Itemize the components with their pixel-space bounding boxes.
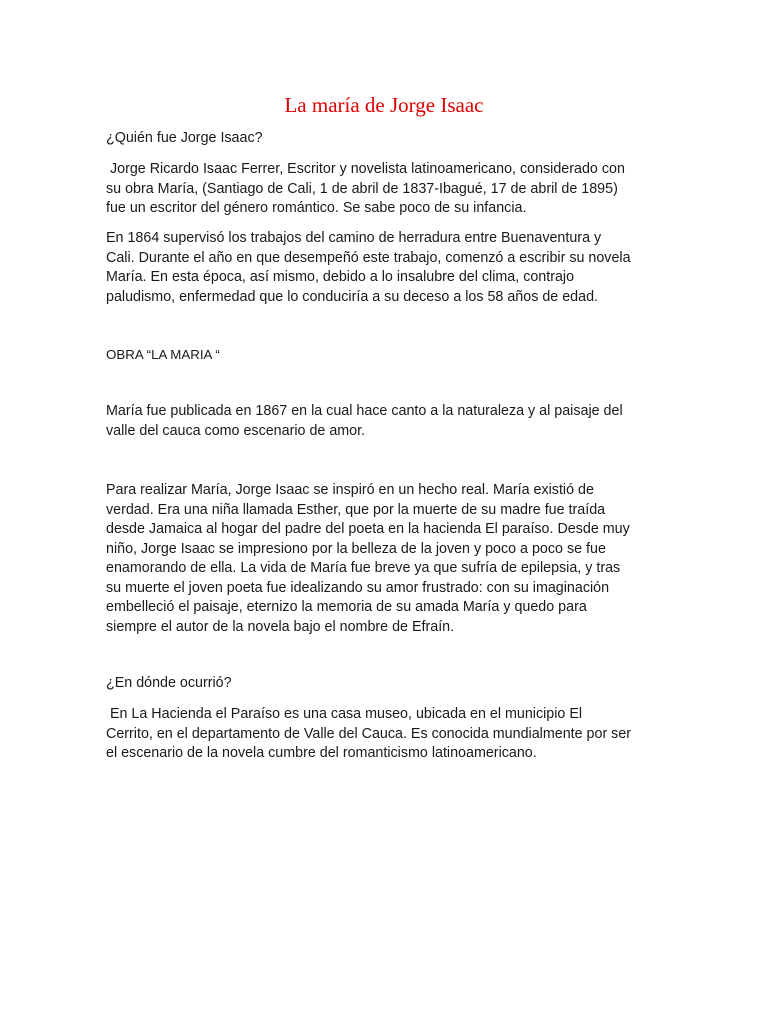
text-line: verdad. Era una niña llamada Esther, que por la muerte de su madre fue traída (106, 501, 606, 518)
paragraph-hacienda (106, 705, 666, 764)
text-line: Cali. Durante el año en que desempeñó este trabajo, comenzó a escribir su novela (106, 249, 631, 266)
text-line: enamorando de ella. La vida de María fue breve ya que sufría de epilepsia, y tras (106, 560, 621, 576)
text-line: ¿En dónde ocurrió? (106, 675, 232, 691)
text-line: desde Jamaica al hogar del padre del poeta en la hacienda El paraíso. Desde muy (106, 521, 630, 537)
question-who (106, 129, 666, 149)
text-line: embelleció el paisaje, eternizo la memoria de su amada María y quedo para (106, 599, 587, 615)
text-line: su obra María, (Santiago de Cali, 1 de abril de 1837-Ibagué, 17 de abril de 1895) (106, 180, 618, 197)
text-line: el escenario de la novela cumbre del romanticismo latinoamericano. (106, 745, 537, 761)
paragraph-obra-publicada (106, 402, 666, 441)
text-line: María. En esta época, así mismo, debido a lo insalubre del clima, contrajo (106, 269, 575, 285)
text-line: Cerrito, en el departamento de Valle del Cauca. Es conocida mundialmente por ser (106, 725, 632, 742)
text-line: María fue publicada en 1867 en la cual hace canto a la naturaleza y al paisaje del (106, 403, 623, 419)
text-line: OBRA “LA MARIA “ (106, 347, 220, 362)
question-where (106, 674, 666, 694)
text-line: En La Hacienda el Paraíso es una casa museo, ubicada en el municipio El (106, 706, 583, 722)
text-line: siempre el autor de la novela bajo el nombre de Efraín. (106, 618, 455, 635)
text-line: valle del cauca como escenario de amor. (106, 422, 366, 439)
text-line: fue un escritor del género romántico. Se sabe poco de su infancia. (106, 200, 527, 216)
paragraph-obra-inspiracion (106, 481, 666, 637)
text-line: niño, Jorge Isaac se impresiono por la belleza de la joven y poco a poco se fue (106, 540, 606, 557)
document-title: La maría de Jorge Isaac (284, 93, 484, 117)
text-line: Jorge Ricardo Isaac Ferrer, Escritor y novelista latinoamericano, considerado con (106, 161, 625, 177)
text-line: paludismo, enfermedad que lo conduciría a su deceso a los 58 años de edad. (106, 288, 598, 305)
paragraph-bio-1864 (106, 229, 666, 307)
text-line: ¿Quién fue Jorge Isaac? (106, 130, 263, 146)
text-line: su muerte el joven poeta fue idealizando su amor frustrado: con su imaginación (106, 579, 610, 596)
obra-heading (106, 345, 666, 365)
text-line: En 1864 supervisó los trabajos del camino de herradura entre Buenaventura y (106, 230, 602, 246)
text-line: Para realizar María, Jorge Isaac se inspiró en un hecho real. María existió de (106, 482, 594, 498)
paragraph-bio-intro (106, 160, 666, 219)
